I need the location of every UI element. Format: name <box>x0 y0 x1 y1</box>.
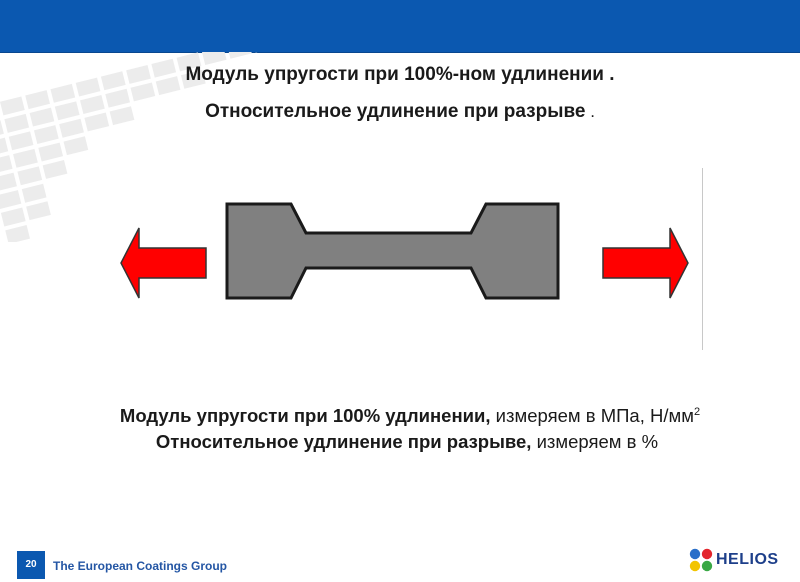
right-arrow-icon <box>603 228 688 298</box>
caption-line-1 <box>0 405 800 427</box>
slide-title-line-2-text: Относительное удлинение при разрыве <box>205 101 586 122</box>
helios-logo-icon <box>689 548 713 572</box>
caption-line-1-bold: Модуль упругости при 100% удлинении, <box>119 405 491 426</box>
vertical-divider <box>702 168 703 350</box>
caption-line-1-superscript: 2 <box>693 406 701 418</box>
left-arrow-icon <box>121 228 206 298</box>
slide-title-line-2 <box>0 101 800 123</box>
slide-title-line-1: Модуль упругости при 100%-ном удлинении . <box>185 64 615 85</box>
caption-line-1-rest: измеряем в МПа, Н/мм <box>490 405 694 426</box>
dogbone-specimen-icon <box>227 204 558 298</box>
tensile-test-diagram <box>110 190 700 315</box>
footer-group-name: The European Coatings Group <box>53 559 228 573</box>
slide-title-line-2-dot: . <box>585 102 595 121</box>
helios-logo <box>689 547 789 575</box>
top-banner <box>0 0 800 53</box>
caption-line-2-bold: Относительное удлинение при разрыве, <box>155 431 532 452</box>
caption-line-2-rest: измеряем в % <box>531 431 659 452</box>
page-number-badge: 20 <box>17 551 45 579</box>
helios-logo-text: HELIOS <box>716 551 779 568</box>
caption-line-2 <box>0 431 800 453</box>
